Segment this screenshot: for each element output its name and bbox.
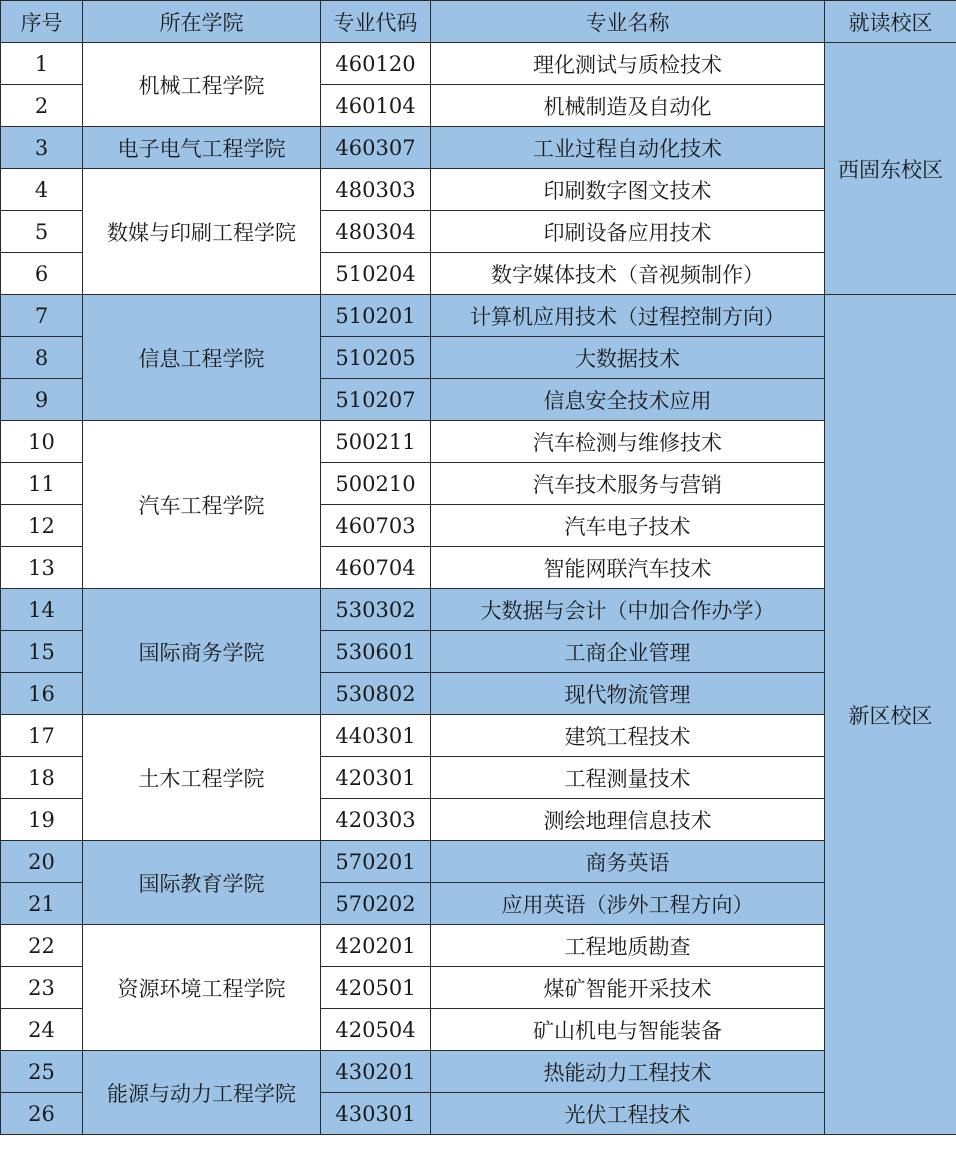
- college-name: 资源环境工程学院: [83, 925, 321, 1051]
- table-row: [1, 589, 956, 631]
- campus-name: 西固东校区: [825, 43, 956, 295]
- major-code: 460307: [321, 127, 431, 169]
- major-name: 工商企业管理: [431, 631, 825, 673]
- row-number: 16: [1, 673, 83, 715]
- major-name: 商务英语: [431, 841, 825, 883]
- row-number: 20: [1, 841, 83, 883]
- major-code: 420303: [321, 799, 431, 841]
- table-row: [1, 841, 956, 883]
- row-number: 18: [1, 757, 83, 799]
- row-number: 9: [1, 379, 83, 421]
- major-code: 430201: [321, 1051, 431, 1093]
- major-name: 热能动力工程技术: [431, 1051, 825, 1093]
- header-row: [1, 1, 956, 43]
- row-number: 15: [1, 631, 83, 673]
- row-number: 21: [1, 883, 83, 925]
- college-name: 土木工程学院: [83, 715, 321, 841]
- major-code: 420201: [321, 925, 431, 967]
- table-row: [1, 715, 956, 757]
- college-name: 国际商务学院: [83, 589, 321, 715]
- row-number: 3: [1, 127, 83, 169]
- row-number: 11: [1, 463, 83, 505]
- major-name: 光伏工程技术: [431, 1093, 825, 1135]
- major-name: 现代物流管理: [431, 673, 825, 715]
- major-code: 510201: [321, 295, 431, 337]
- row-number: 4: [1, 169, 83, 211]
- row-number: 6: [1, 253, 83, 295]
- row-number: 2: [1, 85, 83, 127]
- row-number: 14: [1, 589, 83, 631]
- major-name: 建筑工程技术: [431, 715, 825, 757]
- major-code: 460120: [321, 43, 431, 85]
- major-name: 矿山机电与智能装备: [431, 1009, 825, 1051]
- table-body: [1, 43, 956, 1135]
- row-number: 19: [1, 799, 83, 841]
- major-name: 大数据技术: [431, 337, 825, 379]
- header-code: 专业代码: [321, 1, 431, 43]
- major-code: 460104: [321, 85, 431, 127]
- major-name: 机械制造及自动化: [431, 85, 825, 127]
- row-number: 8: [1, 337, 83, 379]
- header-college: 所在学院: [83, 1, 321, 43]
- major-code: 460704: [321, 547, 431, 589]
- major-name: 印刷设备应用技术: [431, 211, 825, 253]
- college-name: 电子电气工程学院: [83, 127, 321, 169]
- table-row: [1, 43, 956, 85]
- college-name: 汽车工程学院: [83, 421, 321, 589]
- major-name: 工程测量技术: [431, 757, 825, 799]
- major-code: 570201: [321, 841, 431, 883]
- major-code: 510205: [321, 337, 431, 379]
- major-code: 420301: [321, 757, 431, 799]
- major-name: 汽车技术服务与营销: [431, 463, 825, 505]
- row-number: 1: [1, 43, 83, 85]
- college-name: 数媒与印刷工程学院: [83, 169, 321, 295]
- row-number: 25: [1, 1051, 83, 1093]
- major-code: 530302: [321, 589, 431, 631]
- row-number: 24: [1, 1009, 83, 1051]
- major-name: 信息安全技术应用: [431, 379, 825, 421]
- header-campus: 就读校区: [825, 1, 956, 43]
- major-name: 测绘地理信息技术: [431, 799, 825, 841]
- major-code: 570202: [321, 883, 431, 925]
- major-name: 理化测试与质检技术: [431, 43, 825, 85]
- major-name: 工程地质勘查: [431, 925, 825, 967]
- major-name: 印刷数字图文技术: [431, 169, 825, 211]
- row-number: 23: [1, 967, 83, 1009]
- row-number: 22: [1, 925, 83, 967]
- major-name: 数字媒体技术（音视频制作）: [431, 253, 825, 295]
- major-name: 智能网联汽车技术: [431, 547, 825, 589]
- major-name: 应用英语（涉外工程方向）: [431, 883, 825, 925]
- table-row: [1, 421, 956, 463]
- major-code: 510207: [321, 379, 431, 421]
- table-row: [1, 169, 956, 211]
- row-number: 10: [1, 421, 83, 463]
- major-code: 430301: [321, 1093, 431, 1135]
- table-row: [1, 925, 956, 967]
- header-major: 专业名称: [431, 1, 825, 43]
- row-number: 7: [1, 295, 83, 337]
- major-code: 480304: [321, 211, 431, 253]
- table-row: [1, 127, 956, 169]
- major-name: 大数据与会计（中加合作办学）: [431, 589, 825, 631]
- row-number: 5: [1, 211, 83, 253]
- row-number: 26: [1, 1093, 83, 1135]
- college-name: 机械工程学院: [83, 43, 321, 127]
- college-name: 国际教育学院: [83, 841, 321, 925]
- college-name: 能源与动力工程学院: [83, 1051, 321, 1135]
- major-name: 工业过程自动化技术: [431, 127, 825, 169]
- campus-name: 新区校区: [825, 295, 956, 1135]
- major-code: 530601: [321, 631, 431, 673]
- major-name: 汽车电子技术: [431, 505, 825, 547]
- major-name: 汽车检测与维修技术: [431, 421, 825, 463]
- major-code: 500210: [321, 463, 431, 505]
- major-code: 500211: [321, 421, 431, 463]
- major-code: 510204: [321, 253, 431, 295]
- major-name: 煤矿智能开采技术: [431, 967, 825, 1009]
- major-code: 440301: [321, 715, 431, 757]
- major-code: 420504: [321, 1009, 431, 1051]
- row-number: 12: [1, 505, 83, 547]
- row-number: 13: [1, 547, 83, 589]
- table-row: [1, 1051, 956, 1093]
- major-code: 460703: [321, 505, 431, 547]
- major-code: 530802: [321, 673, 431, 715]
- table-row: [1, 295, 956, 337]
- major-code: 420501: [321, 967, 431, 1009]
- college-name: 信息工程学院: [83, 295, 321, 421]
- major-name: 计算机应用技术（过程控制方向）: [431, 295, 825, 337]
- header-no: 序号: [1, 1, 83, 43]
- major-code: 480303: [321, 169, 431, 211]
- row-number: 17: [1, 715, 83, 757]
